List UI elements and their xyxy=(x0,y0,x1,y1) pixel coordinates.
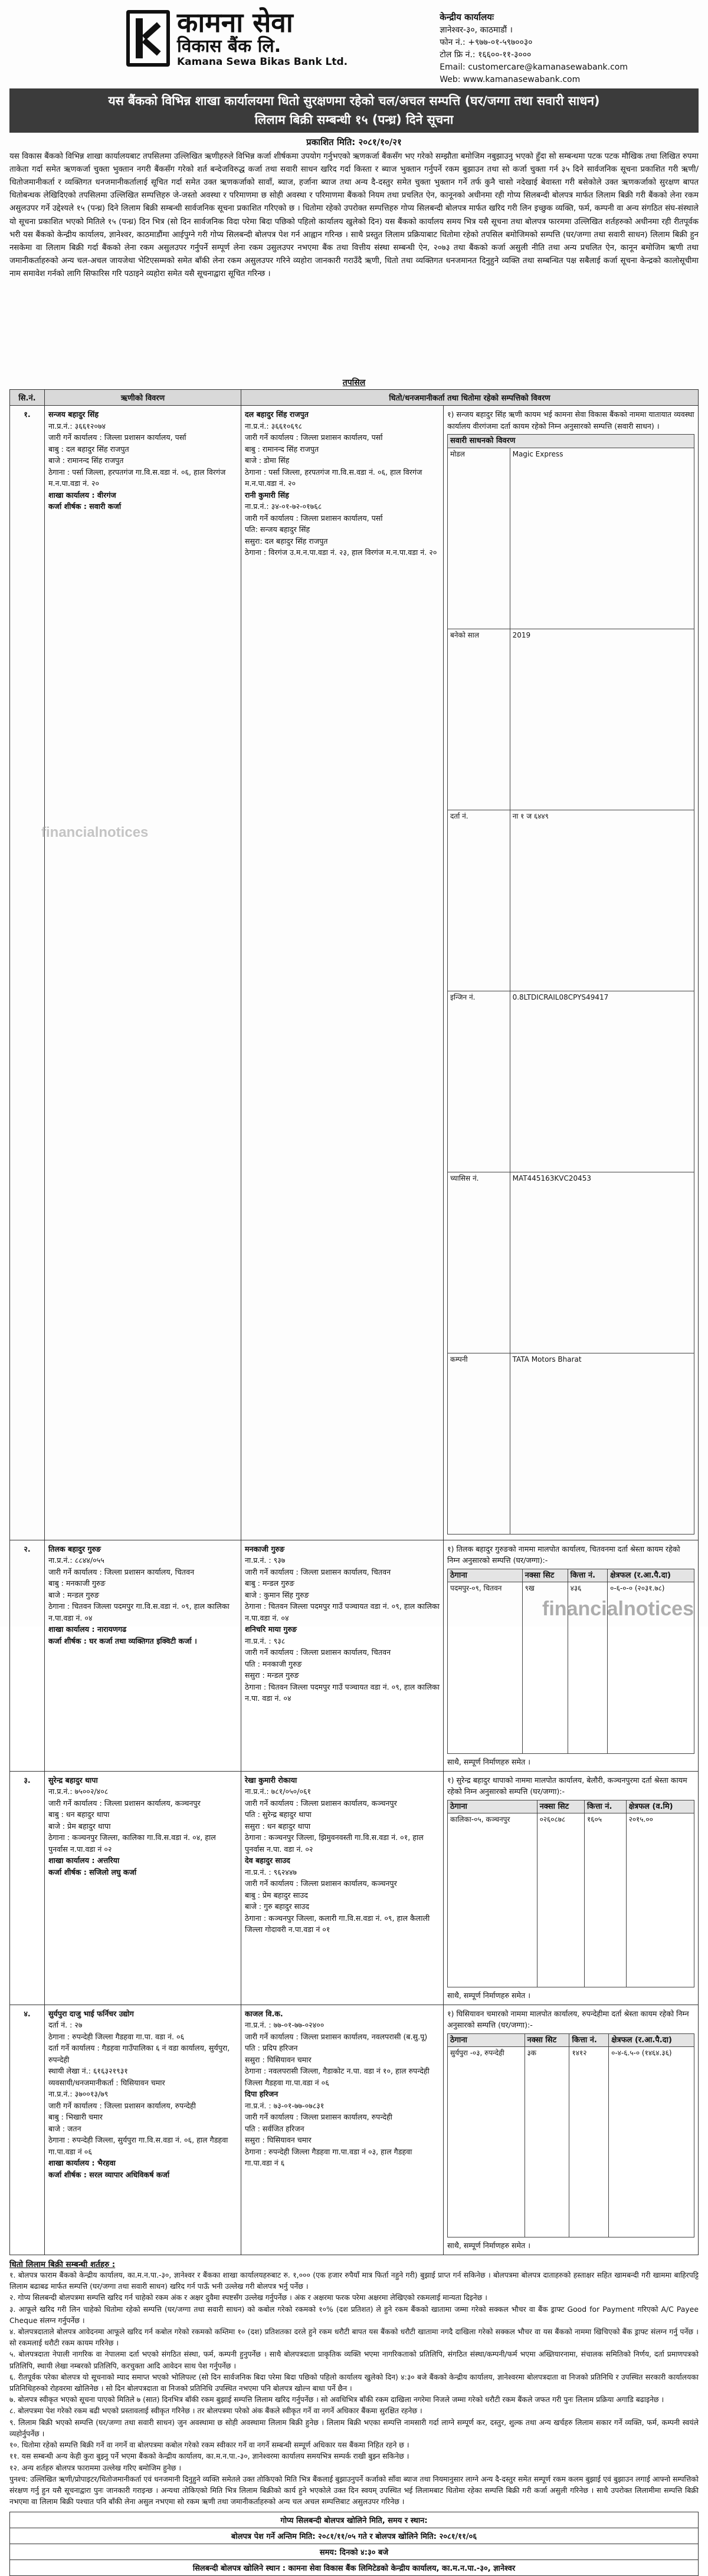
owner-detail: ससुरा : धन बहादुर थापा xyxy=(245,1821,311,1831)
land-header: कित्ता नं. xyxy=(585,1800,627,1813)
owner-name: मनकाजी गुरुङ xyxy=(245,1544,285,1553)
col-header-collateral: धितो/धनजमानीकर्ता तथा धितोमा रहेको सम्पत्तिको विवरण xyxy=(241,390,699,406)
borrower-detail: जारी गर्ने कार्यालय : जिल्ला प्रशासन कार्यालय, पर्सा xyxy=(48,433,186,442)
land-header: ठेगाना xyxy=(448,1569,523,1582)
term-item: ८. बोलपत्रमा पेश गरेको रकम बढी भएको प्रस्तावलाई स्वीकृत गरिनेछ । तर बोलपत्रमा परेको अंक बैंकले स्वीकृत गर्ने वा नगर्ने अधिकार बैंकमा सुरक्षित रहनेछ । xyxy=(9,2406,422,2416)
vehicle-row xyxy=(448,1353,694,1534)
borrower-detail: व्यवसायी/धनजमानीकर्ता : घिसियावन चमार xyxy=(48,2078,165,2087)
notice-banner xyxy=(9,88,699,133)
office-contact xyxy=(440,11,628,86)
publish-date: प्रकाशित मिति: २०८१/१०/२१ xyxy=(306,137,402,147)
land-header: क्षेत्रफल (र.आ.पै.दा) xyxy=(608,1569,694,1582)
footer-line-3: समय: दिनको ४:३० बजे xyxy=(10,2544,698,2560)
borrower-detail: ना.प्र.नं.: ३६६१२०७४ xyxy=(48,421,106,431)
owner-detail: ठेगाना : कञ्चनपुर जिल्ला, कलारी गा.वि.स.वडा नं. ०९, हाल कैलाली जिल्ला गोदावरी न.पा.वडा नं ०१ xyxy=(245,1913,430,1934)
borrower-detail: ना.प्र.नं.: ७५००२/४०८ xyxy=(48,1787,109,1796)
owner-detail: ना.प्र.नं.: ७८१/०५०/०६१ xyxy=(245,1787,312,1796)
vehicle-row xyxy=(448,810,694,991)
land-header: नक्सा सिट xyxy=(522,1569,568,1582)
owner-detail: बाबु : रामानन्द सिंह राजपुत xyxy=(245,444,319,454)
owner-name: रानी कुमारी सिंह xyxy=(245,490,289,500)
owner-cell xyxy=(241,1540,444,1771)
property-subtable xyxy=(447,2033,694,2238)
land-cell: ०२६०८७८ xyxy=(537,1813,584,1987)
row-serial: ४. xyxy=(10,2005,45,2255)
office-line: फोन नं.: +९७७-०१-५९७००३० xyxy=(440,37,533,47)
borrower-detail: ठेगाना : पर्सा जिल्ला, हरपतगंज गा.वि.स.वडा नं. ०६, हाल विरगंज म.न.पा.वडा नं. २० xyxy=(48,467,226,488)
table-row xyxy=(10,406,699,1540)
vehicle-field: इन्जिन नं. xyxy=(448,991,510,1172)
header xyxy=(9,8,699,86)
owner-detail: पति: सन्जय बहादुर सिंह xyxy=(245,525,310,534)
owner-detail: ठेगाना : नवलपरासी जिल्ला, गैडाकोट न.पा. वडा नं १०, हाल रुपन्देही जिल्ला गैडहवा गा.पा.वडा नं ०६ xyxy=(245,2066,430,2087)
bank-logo-icon xyxy=(126,10,170,67)
office-line: टोल फ्रि नं.: १६६००-११-३००० xyxy=(440,50,532,60)
owner-name: दल बहादुर सिंह राजपुत xyxy=(245,410,309,419)
land-header: क्षेत्रफल (व.मि) xyxy=(626,1800,694,1813)
owner-cell xyxy=(241,406,444,1540)
land-header: ठेगाना xyxy=(448,2033,525,2047)
land-cell: कालिका-०५, कञ्चनपुर xyxy=(448,1813,537,1987)
owner-detail: पति : प्रदिप हरिजन xyxy=(245,2043,298,2053)
table-label: तपसिल xyxy=(342,378,366,387)
owner-detail: ठेगाना : चितवन जिल्ला पदमपुर गाउँ पञ्चायत वडा नं. ०९, हाल कालिका न.पा.वडा नं. ०४ xyxy=(245,1602,440,1622)
borrower-detail: बाबु : दल बहादुर सिंह राजपुत xyxy=(48,444,129,454)
borrower-detail: ठेगाना : चितवन जिल्ला पदमपुर गा.वि.स.वडा नं. ०९, हाल कालिका न.पा.वडा नं. ०४ xyxy=(48,1602,230,1622)
watermark-center: financialnotices xyxy=(41,824,149,840)
borrower-detail: जारी गर्ने कार्यालय : जिल्ला प्रशासन कार्यालय, कञ्चनपुर xyxy=(48,1798,201,1808)
owner-detail: बाजे : गुरु बहादुर साउद xyxy=(245,1902,310,1911)
property-cell xyxy=(444,1771,699,2005)
vehicle-row xyxy=(448,448,694,629)
brand xyxy=(126,8,348,68)
borrower-detail: ना.प्र.नं.: ३७००१३/७९ xyxy=(48,2089,109,2099)
owner-name: रेखा कुमारी रोकाया xyxy=(245,1775,297,1785)
owner-detail: ससुरा : घिसियावन चमार xyxy=(245,2055,312,2064)
banner-line-1: यस बैंकको विभिन्न शाखा कार्यालयमा धितो सुरक्षणमा रहेको चल/अचल सम्पत्ति (घर/जग्गा तथा सवारी साधन) xyxy=(108,94,600,108)
term-item: ४. बोलपत्रदाताले बोलपत्र आवेदनमा आफूले खरिद गर्न कबोल गरेको रकमको कम्तिमा १० (दश) प्रतिशतका दरले हुने रकम धरौटी बापत यस बैंकको धरौटी खातामा नगदै दाखिला गरेको सक्कल भौचर वा यस बैंकको नाममा खिचिएको बैंक ड्राफ्ट संलग्न गर्नु पर्नेछ । सो रकमलाई धरौटी रकम कायम गरिनेछ । xyxy=(9,2327,699,2348)
land-row xyxy=(448,2047,694,2237)
branch-office: शाखा कार्यालय : अत्तरिया xyxy=(48,1856,120,1865)
owner-detail: जारी गर्ने कार्यालय : जिल्ला प्रशासन कार्यालय, चितवन xyxy=(245,1648,391,1657)
borrower-cell xyxy=(45,406,241,1540)
land-row xyxy=(448,1813,694,1987)
owner-detail: पति : मनकाजी गुरुङ xyxy=(245,1659,302,1668)
owner-detail: ठेगाना : कञ्चनपुर जिल्ला, झिमुवनवस्ती गा.वि.स.वडा नं. ०१, हाल पुनर्वास न.पा. वडा नं. ०२ xyxy=(245,1833,424,1854)
owner-detail: जारी गर्ने कार्यालय : जिल्ला प्रशासन कार्यालय, नवलपरासी (ब.सु.पू) xyxy=(245,2032,428,2041)
borrower-detail: दर्ता नं. : २७ xyxy=(48,2020,83,2030)
land-cell: २०१५.०० xyxy=(626,1813,694,1987)
loan-head: कर्जा शीर्षक : सवारी कर्जा xyxy=(48,502,122,511)
footer-line-1: गोप्य सिलबन्दी बोलपत्र खोलिने मिति, समय र स्थान: xyxy=(10,2512,698,2528)
land-header: क्षेत्रफल (र.आ.पै.दा) xyxy=(609,2033,694,2047)
borrower-name: सुर्यपुरा दाजु भाई फर्निचर उद्योग xyxy=(48,2009,134,2018)
term-item: ११. यस सम्बन्धी अन्य केही कुरा बुझ्नु पर्ने भएमा बैंकको केन्द्रीय कार्यालय, का.म.न.पा.-३०, ज्ञानेश्वरमा कार्यालय समयभित्र सम्पर्क राखी बुझ्न सकिनेछ । xyxy=(9,2452,409,2461)
land-header: कित्ता नं. xyxy=(569,2033,609,2047)
owner-detail: बाजे : डोमा सिंह xyxy=(245,456,290,465)
vehicle-field: दर्ता नं. xyxy=(448,810,510,991)
borrower-name: सन्जय बहादुर सिंह xyxy=(48,410,99,419)
col-header-sn: सि.नं. xyxy=(10,390,45,406)
term-item: ३. आफूले खरिद गरी लिन चाहेको धितोमा रहेको सम्पत्ति (घर/जग्गा तथा सवारी साधन) को कबोल गरेको रकमको १०% (दश प्रतिशत) ले हुने रकम बैंकको खातामा जम्मा गरेको सक्कल भौचर वा बैंक ड्राफ्ट Good for Payment गरिएको A/C Payee Cheque संलग्न गर्नुपर्नेछ । xyxy=(9,2304,699,2325)
borrower-detail: बाजे : प्रेम बहादुर थापा xyxy=(48,1821,111,1831)
borrower-cell xyxy=(45,1540,241,1771)
borrower-name: तिलक बहादुर गुरुङ xyxy=(48,1544,101,1553)
owner-detail: ससुरा: दल बहादुर सिंह राजपुत xyxy=(245,536,328,546)
footer-line-2: बोलपत्र पेश गर्ने अन्तिम मिति: २०८१/११/०५ गते र बोलपत्र खोलिने मिति: २०८१/११/०६ xyxy=(10,2528,698,2544)
vehicle-field: मोडल xyxy=(448,448,510,629)
owner-name: दिपा हरिजन xyxy=(245,2089,278,2099)
owner-name: काजल वि.क. xyxy=(245,2009,283,2018)
office-title: केन्द्रीय कार्यालयः xyxy=(440,12,494,22)
borrower-detail: बाबु : भिखारी चमार xyxy=(48,2112,103,2122)
owner-detail: ठेगाना : चितवन जिल्ला पदमपुर गाउँ पञ्चायत वडा नं. ०९, हाल कालिका न.पा. वडा नं. ०४ xyxy=(245,1682,440,1703)
owner-cell xyxy=(241,1771,444,2005)
intro-paragraph: यस विकास बैंकको विभिन्न शाखा कार्यालयबाट तपसिलमा उल्लिखित ऋणीहरुले विभिन्न कर्जा शीर्षकमा उपयोग गर्नुभएको ऋणकर्जा बैंकसँग भए गरेको सम्झौता बमोजिम नबुझाउनु भएको हुँदा सो सम्बन्धमा पटक पटक मौखिक तथा लिखित रुपमा ताकेता गर्दा समेत ऋणकर्जा चुक्ता भुक्तान नगरी बैंकसँग गरेको शर्त बन्देजविरुद्ध कर्जा तथा सवारी साधन खरिद गर्दा किस्ता र ब्याज भुक्तान गर्नुपर्ने रकम बुझाउन तथा सो कर्जा चुक्ता गर्न ३५ दिने सार्वजनिक सूचना प्रकाशित गरी ऋणी/धितोजमानीकर्ता र व्यक्तिगत धनजमानीकर्तालाई सूचित गर्दा समेत उक्त ऋणकर्जाको सावाँ, ब्याज, हर्जाना ब्याज तथा अन्य दै-दस्तुर समेत चुक्ता भुक्तान गर्ने तर्फ कुनै चासो नदेखाई बेवास्ता गरी बसेकोले उक्त ऋणकर्जाको सुरक्षण बापत धितोबन्धक लेखिदिएको तपसिलमा उल्लिखित सम्पत्तिहरु जे-जस्तो अवस्था र परिमाणमा छ सोही अवस्था र परिमाणमा बैंकको नियम तथा प्रचलित ऐन, कानूनको अधीनमा रही गोप्य सिलबन्दी बोलपत्र मार्फत लिलाम बिक्री गरी बैंकको लेना रकम असुलउपर गर्ने उद्देश्यले १५ (पन्ध्र) दिने लिलाम बिक्री सम्बन्धी सार्वजनिक सूचना प्रकाशित गरिएको छ । धितोमा रहेको उपरोक्त सम्पत्तिहरु गोप्य सिलबन्दी बोलपत्र मार्फत खरिद गरी लिन इच्छुक व्यक्ति, फर्म, कम्पनी वा अन्य संगठित संघ-संस्थाले यो सूचना प्रकाशित भएको मितिले १५ (पन्ध्र) दिन भित्र (सो दिन सार्वजनिक विदा परेमा बिदा पछिको पहिलो कार्यालय खुलेको दिन) यस बैंकको कार्यालय समय भित्र यसै सूचना तथा बोलपत्र फारममा उल्लिखित शर्तहरुको अधीनमा रही रीतपूर्वक भरी यस बैंकको केन्द्रीय कार्यालय, ज्ञानेश्वर, काठमाडौंमा आईपुग्ने गरी गोप्य सिलबन्दी बोलपत्र पेश गर्न आह्वान गरिन्छ । साथै प्रस्तुत लिलाम प्रक्रियाबाट धितोमा रहेको तपसिल बमोजिमको सम्पत्ति (घर/जग्गा तथा सवारी साधन) लिलाम बिक्री हुन नसकेमा वा लिलाम बिक्री गर्दा बैंकको लेना रकम असुलउपर गर्नुपर्ने सम्पूर्ण लेना रकम उसुलउपर नभएमा बैंक तथा वित्तीय संस्था सम्बन्धी ऐन, २०७३ तथा बैंकको कर्जा असुली नीति तथा अन्य प्रचलित ऐन, कानून बमोजिम ऋणी तथा जमानीकर्ताहरुको अन्य चल-अचल जायजेथा भेटिएसम्मको समेत बाँकी लेना रकम असुलउपर गरिने व्यहोरा जानकारी गराउँदै ऋणी, धितो तथा व्यक्तिगत धनजमानत दिनुहुने व्यक्ति तथा सम्बन्धित पक्ष सबैलाई कर्जा सूचना केन्द्रको कालोसूचीमा नाम समावेश गर्नको लागि सिफारिस गरि पठाइने व्यहोरा समेत यसै सूचनाद्वारा सूचित गरिन्छ । xyxy=(9,152,699,278)
owner-cell xyxy=(241,2005,444,2255)
owner-detail: ठेगाना : पर्सा जिल्ला, हरपतगंज गा.वि.स.वडा नं. ०६, हाल विरगंज म.न.पा.वडा नं. २० xyxy=(245,467,422,488)
row-serial: १. xyxy=(10,406,45,1540)
branch-office: शाखा कार्यालय : भैरहवा xyxy=(48,2158,116,2168)
vehicle-row xyxy=(448,1172,694,1353)
branch-office: शाखा कार्यालय : वीरगंज xyxy=(48,490,116,500)
owner-detail: जारी गर्ने कार्यालय : जिल्ला प्रशासन कार्यालय, कञ्चनपुर xyxy=(245,1879,397,1888)
footer-line-4: सिलबन्दी बोलपत्र खोलिने स्थान : कामना सेवा विकास बैंक लिमिटेडको केन्द्रीय कार्यालय, का.म.न.पा.-३०, ज्ञानेश्वर xyxy=(192,2564,516,2574)
vehicle-value: 2019 xyxy=(510,629,694,810)
term-item: पुनश्च: उल्लिखित ऋणी/प्रोपाइटर/धितोजमानीकर्ता एवं धनजमानी दिनुहुने व्यक्ति समेतले उक्त तोकिएको मिति भित्र बैंकलाई बुझाउनुपर्ने कर्जाको साँवा ब्याज तथा नियमानुसार लाग्ने अन्य दै-दस्तुर समेत सम्पूर्ण रकम कलम बुझाई एवं बुझाउन लगाई आफ्नो सम्पत्तिको संरक्षण गर्नु हुन यसै सूचनाद्वारा पुनः जानकारी गराइन्छ । अन्यथा तोकिएको मिति भित्र लिलाम बिक्रीको कार्य हुने भएकोले उक्त दिन स्वयम् उपस्थित भई लिलामबाट धितोमा रहेका सम्पत्ति बिक्री गरी कर्जा असुली गरिनेछ । साथै उपरोक्त लिलामीमा सम्पत्ति बिक्री नभएमा वा लिलाम बिक्री पश्चात पनि बाँकी लेना असुल नभएमा सो रकम ऋणी तथा जमानीकर्ताहरुको अन्य चल अचल सम्पत्तिबाट असुलउपर गरिनेछ । xyxy=(9,2474,699,2506)
owner-detail: बाबु : प्रेम बहादुर साउद xyxy=(245,1890,308,1900)
borrower-detail: ना.प्र.नं.: ८८४४/०५५ xyxy=(48,1556,104,1565)
term-item: १. बोलपत्र फाराम बैंकको केन्द्रीय कार्यालय, का.म.न.पा.-३०, ज्ञानेश्वर र बैंकका शाखा कार्यालयहरुबाट रु. १,००० (एक हजार रुपैयाँ मात्र फिर्ता नहुने गरी) बुझाई प्राप्त गर्न सकिनेछ । बोलपत्रमा बोलपत्र दाताहरुको हस्ताक्षर सहित खामबन्दी गरी खाममा बाहिरपट्टि लिलाम बढाबढ मार्फत सम्पत्ति (घर/जग्गा तथा सवारी साधन) खरिद गर्न पाऊँ भनी उल्लेख गरी बोलपत्र भर्नु पर्नेछ । xyxy=(9,2270,699,2291)
land-cell: १४१२ xyxy=(569,2047,609,2237)
borrower-detail: स्थायी लेखा नं.: ६१६३२१९३१ xyxy=(48,2066,128,2076)
land-header: नक्सा सिट xyxy=(525,2033,569,2047)
vehicle-row xyxy=(448,629,694,810)
land-header: कित्ता नं. xyxy=(568,1569,607,1582)
loan-head: कर्जा शीर्षक : घर कर्जा तथा व्यक्तिगत इक्विटी कर्जा । xyxy=(48,1636,197,1645)
banner-line-2: लिलाम बिक्री सम्बन्धी १५ (पन्ध्र) दिने सूचना xyxy=(254,112,454,127)
borrower-cell xyxy=(45,2005,241,2255)
owner-detail: ठेगाना : रुपन्देही जिल्ला गैडहवा गा.पा.वडा नं ०३, हाल गैडहवा गा.पा.वडा नं ६ xyxy=(245,2147,412,2168)
vehicle-value: TATA Motors Bharat xyxy=(510,1353,694,1534)
row-serial: ३. xyxy=(10,1771,45,2005)
vehicle-value: ना १ ज ६४४९ xyxy=(510,810,694,991)
table-row xyxy=(10,2005,699,2255)
borrower-detail: बाजे : जतन xyxy=(48,2124,81,2133)
owner-detail: ना.प्र.नं. : ९६२४४७ xyxy=(245,1867,297,1877)
property-cell xyxy=(444,2005,699,2255)
borrower-detail: बाजे : मन्डल गुरुङ xyxy=(48,1590,100,1599)
term-item: २. गोप्य सिलबन्दी बोलपत्रमा सम्पत्ति खरिद गर्न चाहेको रकम अंक र अक्षर दुवैमा स्पष्टसँग उल्लेख गर्नुपर्नेछ । अंक र अक्षरमा फरक परेमा अक्षरमा लेखिएको रकमलाई मान्यता दिइनेछ । xyxy=(9,2293,487,2302)
borrower-cell xyxy=(45,1771,241,2005)
col-header-borrower: ऋणीको विवरण xyxy=(45,390,241,406)
owner-detail: ठेगाना : विरगंज उ.म.न.पा.वडा नं. २३, हाल विरगंज म.न.पा.वडा नं. २० xyxy=(245,548,437,557)
owner-detail: ना.प्र.नं. : ९३७ xyxy=(245,1556,286,1565)
borrower-detail: ठेगाना : रुपन्देही जिल्ला, सुर्यपुरा गा.वि.स.वडा नं. ०६, हाल गैडहवा गा.पा.वडा नं ०६ xyxy=(48,2135,228,2156)
property-cell xyxy=(444,406,699,1540)
table-row xyxy=(10,1540,699,1771)
borrower-detail: बाबु : धन बहादुर थापा xyxy=(48,1810,110,1819)
land-cell: ३क xyxy=(525,2047,569,2237)
land-note: साथै, सम्पूर्ण निर्माणहरु समेत । xyxy=(447,1991,530,2000)
owner-detail: ना.प्र.नं. : ७७-०१-७७-०२४०० xyxy=(245,2020,324,2030)
term-item: ६. रीतपूर्वक परेका बोलपत्र यो सूचनाको म्याद समाप्त भएको भोलिपल्ट (सो दिन सार्वजनिक बिदा परेमा बिदा पछिको पहिलो कार्यालय खुलेको दिन) ४:३० बजे बैंकको केन्द्रीय कार्यालय, ज्ञानेश्वरमा बोलपत्रदाता वा निजको प्रतिनिधि र उपस्थित सरकारी कार्यालयका प्रतिनिधिहरुको रोहवरमा खोलिनेछ । सो दिन बोलपत्रदाता वा निजको प्रतिनिधि उपस्थित नभएमा पनि बोलपत्र खोल्न बाधा पर्ने छैन । xyxy=(9,2372,699,2393)
land-header: नक्सा सिट xyxy=(537,1800,584,1813)
borrower-detail: जारी गर्ने कार्यालय : जिल्ला प्रशासन कार्यालय, रुपन्देही xyxy=(48,2101,196,2110)
owner-detail: ना.प्र.नं.: ३४-०१-७२-०१७६८ xyxy=(245,502,322,511)
office-email: Email: customercare@kamanasewabank.com xyxy=(440,62,628,72)
owner-detail: ना.प्र.नं. : ९३८ xyxy=(245,1636,286,1645)
owner-detail: पति : सर्वजित हरिजन xyxy=(245,2124,304,2133)
land-cell: ०-६-०-० (२०३१.७८) xyxy=(608,1582,694,1754)
owner-detail: पति : सुरेन्द्र बहादुर थापा xyxy=(245,1810,312,1819)
land-cell: ४३६ xyxy=(568,1582,607,1754)
owner-detail: बाजे : कुमान सिंह गुरुङ xyxy=(245,1590,309,1599)
borrower-detail: जारी गर्ने कार्यालय : जिल्ला प्रशासन कार्यालय, चितवन xyxy=(48,1567,195,1576)
borrower-detail: ठेगाना : कञ्चनपुर जिल्ला, कालिका गा.वि.स.वडा नं. ०४, हाल पुनर्वास न.पा.वडा नं ०२ xyxy=(48,1833,216,1854)
land-cell: ०-४-६.५-० (१४६४.३६) xyxy=(609,2047,694,2237)
loan-head: कर्जा शीर्षक : सजिलो लघु कर्जा xyxy=(48,1867,137,1877)
term-item: ७. बोलपत्र स्वीकृत भएको सूचना पाएको मितिले ७ (सात) दिनभित्र बाँकी रकम बुझाई सम्पत्ति लिलाम खरिद गर्नुपर्नेछ । सो अवधिभित्र बाँकी रकम दाखिला नगरेमा निजले जम्मा गरेको धरौटी रकम बैंकले जफत गरी पुनः लिलाम प्रक्रिया अगाडि बढाइनेछ । xyxy=(9,2395,664,2404)
vehicle-value: 0.8LTDICRAIL08CPYS49417 xyxy=(510,991,694,1172)
vehicle-row xyxy=(448,991,694,1172)
property-subtable xyxy=(447,434,694,1535)
bank-sub-np: विकास बैंक लि. xyxy=(177,36,281,57)
land-note: साथै, सम्पूर्ण निर्माणहरु समेत । xyxy=(447,1757,530,1767)
owner-detail: जारी गर्ने कार्यालय : जिल्ला प्रशासन कार्यालय, कञ्चनपुर xyxy=(245,1798,397,1808)
land-cell: १६०५ xyxy=(585,1813,627,1987)
owner-detail: जारी गर्ने कार्यालय : जिल्ला प्रशासन कार्यालय, रुपन्देही xyxy=(245,2112,392,2122)
owner-detail: जारी गर्ने कार्यालय : जिल्ला प्रशासन कार्यालय, चितवन xyxy=(245,1567,391,1576)
terms-list xyxy=(9,2269,699,2508)
owner-detail: ना.प्र.नं.: ३६६१०६९८ xyxy=(245,421,303,431)
owner-detail: बाबु : मन्डल गुरुङ xyxy=(245,1579,294,1588)
term-item: १०. धितोमा रहेको सम्पत्ति बिक्री गर्ने वा नगर्ने वा बोलपत्रमा कबोल गरेको रकम स्वीकार गर्ने वा नगर्ने सम्बन्धी सम्पूर्ण अधिकार यस बैंकमा निहित रहने छ । xyxy=(9,2440,409,2450)
term-item: ५. बोलपत्रदाता नेपाली नागरिक वा नेपालमा दर्ता भएको संगठित संस्था, फर्म, कम्पनी हुनुपर्नेछ । साथै बोलपत्रदाता प्राकृतिक व्यक्ति भएमा नागरिकताको प्रतिलिपि, संगठित संस्था/कम्पनी/फर्म भएमा अख्तियारनामा, संचालक समितिको निर्णय, दर्ता प्रमाणपत्रको प्रतिलिपि, स्थायी लेखा नम्बरको प्रतिलिपि, करचुक्ता आदि आवेदन साथ पेश गर्नुपर्नेछ । xyxy=(9,2350,699,2370)
owner-name: देव बहादुर साउद xyxy=(245,1856,290,1865)
vehicle-field: बनेको साल xyxy=(448,629,510,810)
land-cell: पदमपुर-०९, चितवन xyxy=(448,1582,523,1754)
term-item: १२. अन्य शर्तहरु बोलपत्र फाराममा उल्लेख गरिए बमोजिम हुनेछ । xyxy=(9,2463,182,2472)
borrower-name: सुरेन्द्र बहादुर थापा xyxy=(48,1775,98,1785)
vehicle-value: MAT445163KVC20453 xyxy=(510,1172,694,1353)
watermark-corner: financialnotices xyxy=(542,1598,694,1620)
property-cell xyxy=(444,1540,699,1771)
borrower-detail: दर्ता गर्ने कार्यालय : गैडहवा गाउँपालिका ६ नं वडा कार्यालय, सुर्यपुरा, रुपन्देही xyxy=(48,2043,230,2064)
bank-name-en: Kamana Sewa Bikas Bank Ltd. xyxy=(177,56,348,68)
office-web: Web: www.kamanasewabank.com xyxy=(440,74,581,84)
owner-detail: ससुरा : मन्डल गुरुङ xyxy=(245,1671,299,1680)
owner-detail: जारी गर्ने कार्यालय : जिल्ला प्रशासन कार्यालय, पर्सा xyxy=(245,513,383,523)
bank-name-np: कामना सेवा xyxy=(177,6,293,38)
land-cell: सुर्यपुरा -०३, रुपन्देही xyxy=(448,2047,525,2237)
vehicle-field: च्यासिस नं. xyxy=(448,1172,510,1353)
terms-title: धितो लिलाम बिक्री सम्बन्धी शर्तहरु : xyxy=(9,2259,116,2269)
land-note: साथै, सम्पूर्ण निर्माणहरु समेत । xyxy=(447,2241,530,2250)
vehicle-title: सवारी साधनको विवरण xyxy=(448,435,694,448)
property-text: १) घिसियावन चमारको नाममा मालपोत कार्यालय, रुपन्देहीमा दर्ता श्रेस्ता कायम रहेको निम्न अनुसारको सम्पत्ति (घर/जग्गा):- xyxy=(447,2009,689,2030)
borrower-detail: ठेगाना : रुपन्देही जिल्ला गैडहवा गा.पा. वडा नं. ०६ xyxy=(48,2032,185,2041)
property-text: १) सन्जय बहादुर सिंह ऋणी कायम भई कामना सेवा विकास बैंकको नाममा यातायात व्यवस्था कार्यालय वीरगंजमा दर्ता कायम रहेको निम्न अनुसारको सम्पत्ति (सवारी साधन) । xyxy=(447,410,694,431)
borrower-detail: बाजे : रामानन्द सिंह राजपुत xyxy=(48,456,124,465)
owner-detail: जारी गर्ने कार्यालय : जिल्ला प्रशासन कार्यालय, पर्सा xyxy=(245,433,383,442)
bid-opening-box xyxy=(9,2512,699,2576)
row-serial: २. xyxy=(10,1540,45,1771)
table-row xyxy=(10,1771,699,2005)
owner-name: शनिचरि माया गुरुङ xyxy=(245,1625,297,1634)
property-text: १) सुरेन्द्र बहादुर थापाको नाममा मालपोत कार्यालय, बेलौरी, कञ्चनपुरमा दर्ता श्रेस्ता कायम रहेको निम्न अनुसारको सम्पत्ति (घर/जग्गा):- xyxy=(447,1775,687,1796)
property-table xyxy=(9,389,699,2255)
loan-head: कर्जा शीर्षक : सरल व्यापार अधिविकर्ष कर्जा xyxy=(48,2170,170,2179)
property-subtable xyxy=(447,1569,694,1754)
term-item: ९. लिलाम बिक्री भएको सम्पत्ति (घर/जग्गा तथा सवारी साधन) जुन अवस्थामा छ सोही अवस्थामा लिलाम बिक्री हुनेछ । लिलाम बिक्री भएका सम्पत्ति नामसारी गर्दा लाग्ने सम्पूर्ण कर, दस्तुर, शुल्क तथा अन्य खर्चहरु लिलाम सकार गर्ने व्यक्ति, फर्म, कम्पनी स्वयंले व्यहोर्नुपर्नेछ । xyxy=(9,2417,699,2438)
office-line: ज्ञानेश्वर-३०, काठमाडौं । xyxy=(440,25,513,35)
borrower-detail: बाबु : मनकाजी गुरुङ xyxy=(48,1579,106,1588)
branch-office: शाखा कार्यालय : नारायणगढ xyxy=(48,1625,127,1634)
owner-detail: ससुरा : घिसियावन चमार xyxy=(245,2135,312,2145)
vehicle-value: Magic Express xyxy=(510,448,694,629)
property-subtable xyxy=(447,1800,694,1988)
vehicle-field: कम्पनी xyxy=(448,1353,510,1534)
land-cell: ९ख xyxy=(522,1582,568,1754)
land-header: ठेगाना xyxy=(448,1800,537,1813)
property-text: १) तिलक बहादुर गुरुङको नाममा मालपोत कार्यालय, चितवनमा दर्ता श्रेस्ता कायम रहेको निम्न अनुसारको सम्पत्ति (घर/जग्गा):- xyxy=(447,1544,680,1565)
owner-detail: ना.प्र.नं. : ७३-०१-७७-०७८३१ xyxy=(245,2101,324,2110)
